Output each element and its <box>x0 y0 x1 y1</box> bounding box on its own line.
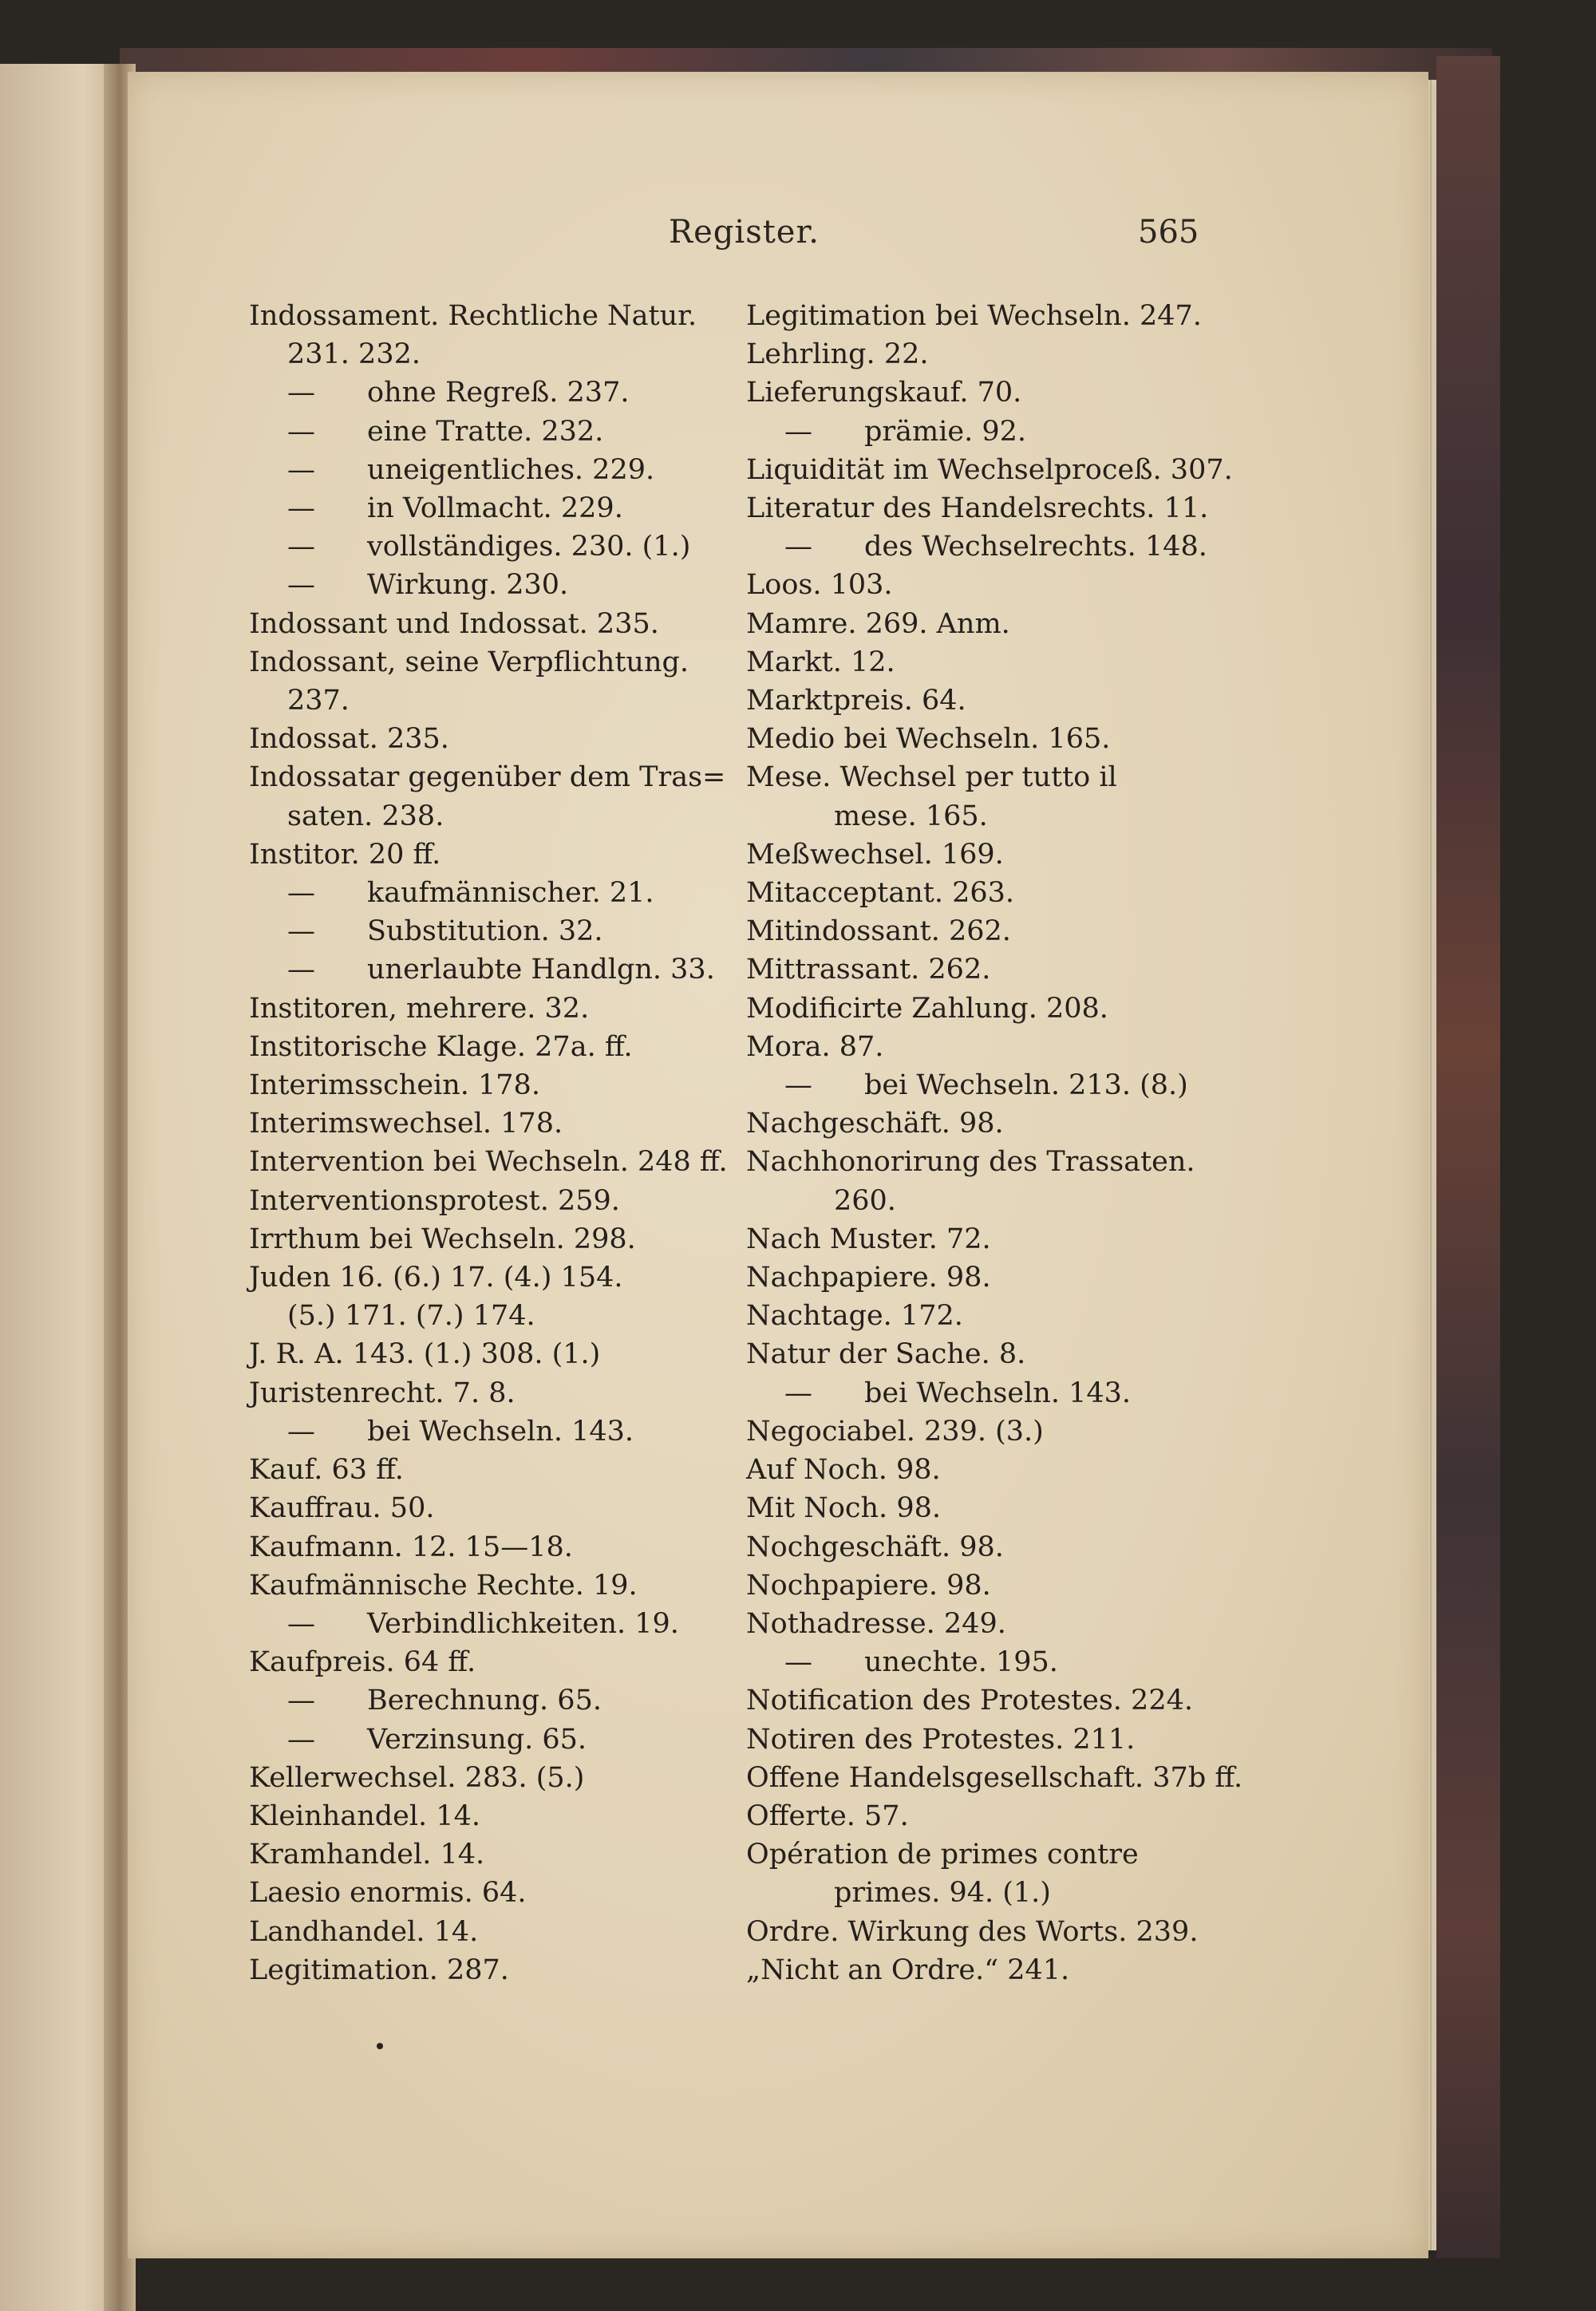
index-entry-text: J. R. A. 143. (1.) 308. (1.) <box>249 1338 601 1371</box>
index-entry-text: Ordre. Wirkung des Worts. 239. <box>746 1915 1199 1948</box>
index-entry <box>249 1335 744 1373</box>
ditto-dash: — <box>784 1377 812 1409</box>
index-entry-text: Verbindlichkeiten. 19. <box>367 1607 679 1640</box>
index-entry <box>249 451 744 489</box>
index-entry <box>249 643 744 681</box>
index-entry-text: Indossant, seine Verpflichtung. <box>249 646 689 678</box>
index-entry <box>249 1258 744 1297</box>
index-entry-text: Kauffrau. 50. <box>249 1492 435 1525</box>
index-entry <box>746 1566 1241 1605</box>
index-entry <box>746 950 1241 989</box>
index-entry-text: „Nicht an Ordre.“ 241. <box>746 1953 1070 1986</box>
ditto-dash: — <box>287 877 315 910</box>
index-entry <box>746 1835 1241 1874</box>
index-entry-text: Juden 16. (6.) 17. (4.) 154. <box>249 1262 623 1294</box>
index-entry-text: Mit Noch. 98. <box>746 1492 941 1525</box>
index-column-right <box>746 297 1241 1989</box>
index-entry <box>249 335 744 373</box>
ditto-dash: — <box>287 1415 315 1448</box>
index-entry-text: Nachhonorirung des Trassaten. <box>746 1146 1195 1179</box>
index-entry-text: Berechnung. 65. <box>367 1685 602 1717</box>
index-entry-text: Mora. 87. <box>746 1030 884 1063</box>
ditto-dash: — <box>287 531 315 563</box>
index-entry <box>249 950 744 989</box>
index-entry-text: Nachgeschäft. 98. <box>746 1108 1004 1140</box>
index-entry-text: Indossatar gegenüber dem Tras= <box>249 761 726 794</box>
index-entry-text: Liquidität im Wechselproceß. 307. <box>746 453 1233 486</box>
index-entry <box>249 1720 744 1759</box>
facing-page <box>0 64 120 2311</box>
index-entry <box>746 681 1241 720</box>
index-entry-text: Nach Muster. 72. <box>746 1223 991 1255</box>
index-entry-text: in Vollmacht. 229. <box>367 492 623 525</box>
ditto-dash: — <box>784 415 812 448</box>
ditto-dash: — <box>287 569 315 602</box>
index-entry-text: Notification des Protestes. 224. <box>746 1685 1193 1717</box>
index-entry-text: eine Tratte. 232. <box>367 415 604 448</box>
index-entry-text: Lehrling. 22. <box>746 338 929 371</box>
index-entry-text: Institor. 20 ff. <box>249 838 441 871</box>
index-entry-text: bei Wechseln. 213. (8.) <box>864 1069 1188 1102</box>
index-entry <box>746 1028 1241 1066</box>
index-entry <box>249 1835 744 1874</box>
index-entry <box>746 1643 1241 1681</box>
index-entry-text: Loos. 103. <box>746 569 893 602</box>
index-entry-text: Nochgeschäft. 98. <box>746 1531 1004 1563</box>
index-entry <box>746 1374 1241 1412</box>
index-entry-text: saten. 238. <box>287 800 444 832</box>
index-entry <box>746 566 1241 604</box>
index-entry <box>249 1759 744 1797</box>
index-entry <box>746 836 1241 874</box>
book-cover-right <box>1436 56 1500 2258</box>
index-entry-text: Modificirte Zahlung. 208. <box>746 992 1108 1025</box>
index-entry-text: Indossament. Rechtliche Natur. <box>249 300 697 332</box>
index-entry-text: Indossat. 235. <box>249 723 449 756</box>
index-entry-text: Irrthum bei Wechseln. 298. <box>249 1223 636 1255</box>
index-entry <box>746 451 1241 489</box>
index-entry <box>249 1451 744 1489</box>
ditto-dash: — <box>287 415 315 448</box>
index-entry <box>746 1489 1241 1527</box>
index-entry <box>746 990 1241 1028</box>
index-entry-text: Lieferungskauf. 70. <box>746 377 1022 409</box>
index-entry <box>249 1951 744 1989</box>
index-entry-text: Nothadresse. 249. <box>746 1607 1006 1640</box>
index-entry <box>249 1797 744 1835</box>
index-entry <box>746 1605 1241 1643</box>
running-title: Register. <box>669 214 820 251</box>
index-entry-text: Mitacceptant. 263. <box>746 877 1015 910</box>
ditto-dash: — <box>287 954 315 986</box>
index-entry <box>746 1528 1241 1566</box>
ditto-dash: — <box>287 453 315 486</box>
index-entry-text: unechte. 195. <box>864 1646 1058 1679</box>
index-entry <box>249 413 744 451</box>
index-entry <box>746 1066 1241 1104</box>
index-entry <box>746 1335 1241 1373</box>
index-entry-text: Opération de primes contre <box>746 1839 1139 1871</box>
index-entry <box>249 758 744 796</box>
index-entry-text: Juristenrecht. 7. 8. <box>249 1377 516 1409</box>
index-entry-text: Marktpreis. 64. <box>746 685 966 717</box>
index-entry-text: primes. 94. (1.) <box>834 1877 1051 1910</box>
index-entry <box>249 1913 744 1951</box>
index-entry <box>249 1143 744 1181</box>
ditto-dash: — <box>287 492 315 525</box>
index-entry <box>746 1182 1241 1220</box>
index-entry <box>249 912 744 950</box>
index-entry <box>746 413 1241 451</box>
index-entry <box>746 720 1241 758</box>
index-entry <box>746 1951 1241 1989</box>
index-entry <box>249 1605 744 1643</box>
index-entry <box>249 797 744 836</box>
index-entry-text: Mitindossant. 262. <box>746 915 1011 948</box>
index-entry-text: Intervention bei Wechseln. 248 ff. <box>249 1146 728 1179</box>
index-entry <box>249 836 744 874</box>
index-entry <box>746 874 1241 912</box>
index-entry-text: Markt. 12. <box>746 646 895 678</box>
index-entry <box>746 605 1241 643</box>
ditto-dash: — <box>287 377 315 409</box>
index-entry <box>249 1028 744 1066</box>
index-entry-text: Legitimation bei Wechseln. 247. <box>746 300 1202 332</box>
ditto-dash: — <box>287 1723 315 1756</box>
index-entry <box>746 527 1241 566</box>
index-entry-text: Nachpapiere. 98. <box>746 1262 991 1294</box>
index-entry-text: Kaufmännische Rechte. 19. <box>249 1569 638 1602</box>
index-entry <box>249 1412 744 1451</box>
ink-speck <box>377 2043 383 2049</box>
index-entry <box>746 1451 1241 1489</box>
index-entry-text: Institorische Klage. 27a. ff. <box>249 1030 633 1063</box>
index-entry-text: Notiren des Protestes. 211. <box>746 1723 1136 1756</box>
index-entry-text: Interimswechsel. 178. <box>249 1108 563 1140</box>
index-entry-text: Mittrassant. 262. <box>746 954 991 986</box>
index-entry <box>249 1566 744 1605</box>
index-entry <box>746 643 1241 681</box>
index-entry <box>746 373 1241 412</box>
index-entry-text: (5.) 171. (7.) 174. <box>287 1300 535 1333</box>
index-entry <box>249 1681 744 1720</box>
index-entry <box>249 990 744 1028</box>
index-entry <box>746 1759 1241 1797</box>
index-entry <box>249 874 744 912</box>
index-entry-text: Kellerwechsel. 283. (5.) <box>249 1761 585 1794</box>
index-entry-text: Verzinsung. 65. <box>367 1723 587 1756</box>
ditto-dash: — <box>784 531 812 563</box>
index-entry <box>249 1874 744 1912</box>
index-entry <box>746 1412 1241 1451</box>
index-entry <box>249 373 744 412</box>
index-entry-text: Mese. Wechsel per tutto il <box>746 761 1117 794</box>
index-entry <box>249 1374 744 1412</box>
index-entry <box>249 566 744 604</box>
index-entry-text: Institoren, mehrere. 32. <box>249 992 590 1025</box>
index-entry-text: Kaufpreis. 64 ff. <box>249 1646 476 1679</box>
index-entry-text: Mamre. 269. Anm. <box>746 607 1010 640</box>
index-entry <box>746 1104 1241 1143</box>
index-entry <box>746 1681 1241 1720</box>
index-entry-text: Nochpapiere. 98. <box>746 1569 991 1602</box>
index-entry-text: Auf Noch. 98. <box>746 1454 941 1487</box>
index-entry-text: Medio bei Wechseln. 165. <box>746 723 1111 756</box>
index-entry-text: prämie. 92. <box>864 415 1027 448</box>
index-entry <box>249 681 744 720</box>
page-number: 565 <box>1138 214 1199 251</box>
index-entry-text: Interventionsprotest. 259. <box>249 1184 620 1217</box>
index-entry-text: Kaufmann. 12. 15—18. <box>249 1531 573 1563</box>
index-entry-text: Offerte. 57. <box>746 1799 909 1832</box>
index-column-left <box>249 297 744 1989</box>
ditto-dash: — <box>287 915 315 948</box>
index-entry-text: Substitution. 32. <box>367 915 603 948</box>
index-entry <box>249 297 744 335</box>
ditto-dash: — <box>784 1069 812 1102</box>
index-entry <box>249 1297 744 1335</box>
index-entry-text: Nachtage. 172. <box>746 1300 963 1333</box>
index-entry <box>746 797 1241 836</box>
ditto-dash: — <box>287 1607 315 1640</box>
index-entry <box>746 1913 1241 1951</box>
index-entry <box>746 1720 1241 1759</box>
index-entry-text: Landhandel. 14. <box>249 1915 479 1948</box>
index-entry <box>746 1220 1241 1258</box>
index-entry <box>746 1258 1241 1297</box>
index-entry-text: mese. 165. <box>834 800 988 832</box>
index-entry-text: des Wechselrechts. 148. <box>864 531 1207 563</box>
index-entry-text: Natur der Sache. 8. <box>746 1338 1026 1371</box>
index-entry <box>746 1797 1241 1835</box>
index-entry <box>249 489 744 527</box>
index-entry <box>746 1143 1241 1181</box>
index-entry <box>249 527 744 566</box>
index-entry-text: Legitimation. 287. <box>249 1953 509 1986</box>
index-entry <box>249 1220 744 1258</box>
index-entry-text: Kramhandel. 14. <box>249 1839 485 1871</box>
index-entry-text: vollständiges. 230. (1.) <box>367 531 691 563</box>
index-entry <box>746 297 1241 335</box>
index-entry <box>249 720 744 758</box>
index-entry <box>249 1489 744 1527</box>
index-entry <box>746 758 1241 796</box>
index-entry-text: 231. 232. <box>287 338 421 371</box>
index-entry <box>249 1066 744 1104</box>
index-entry <box>249 1643 744 1681</box>
index-entry <box>746 489 1241 527</box>
index-entry-text: Interimsschein. 178. <box>249 1069 540 1102</box>
index-entry-text: bei Wechseln. 143. <box>367 1415 634 1448</box>
index-entry <box>249 605 744 643</box>
index-entry <box>249 1104 744 1143</box>
index-entry-text: kaufmännischer. 21. <box>367 877 654 910</box>
index-entry-text: Meßwechsel. 169. <box>746 838 1004 871</box>
index-entry <box>746 335 1241 373</box>
index-entry <box>746 1874 1241 1912</box>
index-entry-text: Kleinhandel. 14. <box>249 1799 480 1832</box>
index-entry <box>249 1528 744 1566</box>
index-entry-text: Laesio enormis. 64. <box>249 1877 527 1910</box>
index-entry-text: Wirkung. 230. <box>367 569 569 602</box>
index-entry-text: Indossant und Indossat. 235. <box>249 607 659 640</box>
index-entry <box>249 1182 744 1220</box>
index-entry-text: 260. <box>834 1184 896 1217</box>
index-entry-text: Offene Handelsgesellschaft. 37b ff. <box>746 1761 1243 1794</box>
ditto-dash: — <box>287 1685 315 1717</box>
index-entry <box>746 1297 1241 1335</box>
index-entry-text: bei Wechseln. 143. <box>864 1377 1132 1409</box>
ditto-dash: — <box>784 1646 812 1679</box>
index-entry-text: uneigentliches. 229. <box>367 453 655 486</box>
index-entry-text: unerlaubte Handlgn. 33. <box>367 954 715 986</box>
index-entry-text: Literatur des Handelsrechts. 11. <box>746 492 1209 525</box>
index-entry <box>746 912 1241 950</box>
index-entry-text: 237. <box>287 685 350 717</box>
index-entry-text: Negociabel. 239. (3.) <box>746 1415 1044 1448</box>
index-entry-text: ohne Regreß. 237. <box>367 377 630 409</box>
index-entry-text: Kauf. 63 ff. <box>249 1454 404 1487</box>
